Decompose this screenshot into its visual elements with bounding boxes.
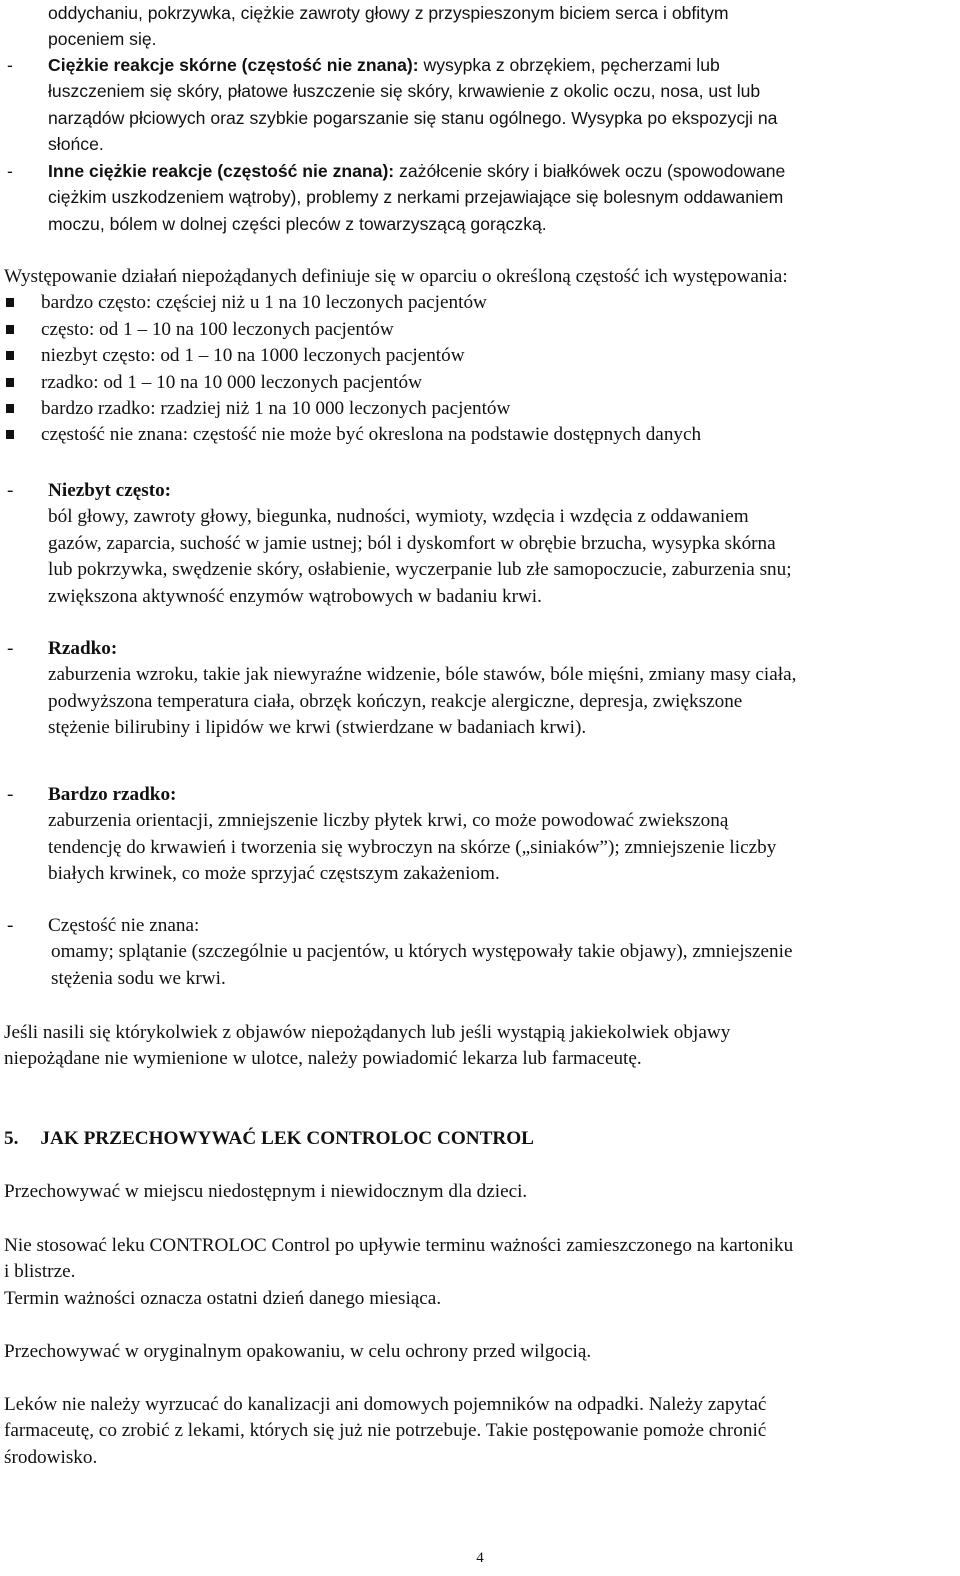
square-bullet-icon <box>6 430 14 439</box>
text-line: zwiększona aktywność enzymów wątrobowych w badaniu krwi. <box>48 585 542 607</box>
report-paragraph <box>0 1020 958 1073</box>
section-heading <box>0 1126 958 1152</box>
storage-paragraph-2 <box>0 1233 958 1312</box>
text-line <box>0 158 958 184</box>
very-rare-section <box>0 782 958 888</box>
text-line: Przechowywać w miejscu niedostępnym i niewidocznym dla dzieci. <box>4 1181 528 1202</box>
text-line: Jeśli nasili się którykolwiek z objawów niepożądanych lub jeśli wystąpią jakiekolwiek objawy <box>4 1022 731 1043</box>
text-line: gazów, zaparcia, suchość w jamie ustnej; ból i dyskomfort w obrębie brzucha, wysypka skórna <box>48 532 776 554</box>
text-line: moczu, bólem w dolnej części pleców z towarzyszącą gorączką. <box>48 213 547 234</box>
list-item <box>0 396 958 422</box>
text-line: słońce. <box>48 134 104 155</box>
list-dash: - <box>7 784 14 805</box>
list-item <box>0 290 958 316</box>
text-line: farmaceutę, co zrobić z lekami, których się już nie potrzebuje. Takie postępowanie pomoże chronić <box>4 1420 767 1442</box>
text-line: oddychaniu, pokrzywka, ciężkie zawroty głowy z przyspieszonym biciem serca i obfitym <box>48 3 729 23</box>
square-bullet-icon <box>6 351 14 360</box>
section-label: Bardzo rzadko: <box>48 784 177 805</box>
unknown-frequency-section <box>0 913 958 992</box>
text-line: środowisko. <box>4 1446 98 1468</box>
square-bullet-icon <box>6 404 14 413</box>
list-item-text: bardzo często: częściej niż u 1 na 10 leczonych pacjentów <box>41 292 487 314</box>
text-line: łuszczeniem się skóry, płatowe łuszczenie się skóry, krwawienie z okolic oczu, nosa, ust lub <box>48 81 761 102</box>
section-label: Niezbyt często: <box>48 480 172 501</box>
list-dash: - <box>7 480 14 501</box>
text-line: niepożądane nie wymienione w ulotce, należy powiadomić lekarza lub farmaceutę. <box>4 1048 642 1070</box>
square-bullet-icon <box>6 298 14 307</box>
storage-paragraph-4 <box>0 1392 958 1471</box>
item-label: Ciężkie reakcje skórne (częstość nie znana): <box>48 55 419 75</box>
square-bullet-icon <box>6 378 14 387</box>
text-line: zaburzenia wzroku, takie jak niewyraźne widzenie, bóle stawów, bóle mięśni, zmiany masy ciała, <box>48 664 797 686</box>
storage-paragraph-3 <box>0 1339 958 1365</box>
item-label: Inne ciężkie reakcje (częstość nie znana): <box>48 161 395 181</box>
section-5-heading <box>0 1126 958 1152</box>
list-item <box>0 343 958 369</box>
section-title: JAK PRZECHOWYWAĆ LEK CONTROLOC CONTROL <box>40 1128 534 1149</box>
rare-section <box>0 636 958 742</box>
list-dash: - <box>7 55 13 75</box>
text-line: Termin ważności oznacza ostatni dzień danego miesiąca. <box>4 1287 442 1309</box>
square-bullet-icon <box>6 325 14 334</box>
frequency-section <box>0 264 958 449</box>
text-span: zażółcenie skóry i białkówek oczu (spowodowane <box>394 161 786 181</box>
list-item-text: bardzo rzadko: rzadziej niż 1 na 10 000 leczonych pacjentów <box>41 398 511 420</box>
list-item <box>0 370 958 396</box>
text-line: poceniem się. <box>48 29 157 50</box>
text-line <box>0 52 958 78</box>
text-line: Leków nie należy wyrzucać do kanalizacji ani domowych pojemników na odpadki. Należy zapytać <box>4 1394 767 1415</box>
text-span: wysypka z obrzękiem, pęcherzami lub <box>418 55 720 75</box>
list-item-text: rzadko: od 1 – 10 na 10 000 leczonych pacjentów <box>41 371 422 393</box>
text-line: ból głowy, zawroty głowy, biegunka, nudności, wymioty, wzdęcia i wzdęcia z oddawaniem <box>48 506 749 528</box>
text-line: Przechowywać w oryginalnym opakowaniu, w celu ochrony przed wilgocią. <box>4 1341 592 1362</box>
text-line: narządów płciowych oraz szybkie pogarszanie się stanu ogólnego. Wysypka po ekspozycji na <box>48 107 778 128</box>
text-line: Nie stosować leku CONTROLOC Control po upływie terminu ważności zamieszczonego na kartoniku <box>4 1235 794 1256</box>
uncommon-section <box>0 478 958 610</box>
text-line: tendencję do krwawień i tworzenia się wybroczyn na skórze („siniaków”); zmniejszenie liczby <box>48 836 777 858</box>
text-line: omamy; splątanie (szczególnie u pacjentów, u których występowały takie objawy), zmniejszenie <box>51 941 793 963</box>
section-label: Rzadko: <box>48 638 118 659</box>
list-item <box>0 422 958 448</box>
text-line: i blistrze. <box>4 1261 76 1283</box>
storage-paragraph-1 <box>0 1179 958 1205</box>
other-severe-reactions <box>0 158 958 237</box>
list-item <box>0 317 958 343</box>
list-item-text: niezbyt często: od 1 – 10 na 1000 leczonych pacjentów <box>41 345 465 367</box>
text-line: białych krwinek, co może sprzyjać częstszym zakażeniom. <box>48 863 500 885</box>
text-line: stężenie bilirubiny i lipidów we krwi (stwierdzane w badaniach krwi). <box>48 717 587 739</box>
text-line: stężenia sodu we krwi. <box>51 967 226 989</box>
list-dash: - <box>7 638 14 659</box>
text-line: lub pokrzywka, swędzenie skóry, osłabienie, wyczerpanie lub złe samopoczucie, zaburzenia snu; <box>48 559 792 581</box>
page-number: 4 <box>476 1550 484 1566</box>
list-item-text: często: od 1 – 10 na 100 leczonych pacjentów <box>41 318 394 340</box>
list-item-text: częstość nie znana: częstość nie może być okreslona na podstawie dostępnych danych <box>41 424 702 446</box>
list-dash: - <box>7 915 14 936</box>
severe-skin-reactions <box>0 52 958 158</box>
text-line: podwyższona temperatura ciała, obrzęk kończyn, reakcje alergiczne, depresja, zwiększone <box>48 690 743 712</box>
text-line: zaburzenia orientacji, zmniejszenie liczby płytek krwi, co może powodować zwiekszoną <box>48 810 729 832</box>
list-dash: - <box>7 161 13 181</box>
top-continuation <box>0 0 958 53</box>
section-number: 5. <box>4 1128 19 1149</box>
frequency-intro: Występowanie działań niepożądanych definiuje się w oparciu o określoną częstość ich występowania: <box>4 266 788 287</box>
text-line: ciężkim uszkodzeniem wątroby), problemy z nerkami przejawiające się bolesnym oddawaniem <box>48 187 784 208</box>
section-label: Częstość nie znana: <box>48 915 200 936</box>
